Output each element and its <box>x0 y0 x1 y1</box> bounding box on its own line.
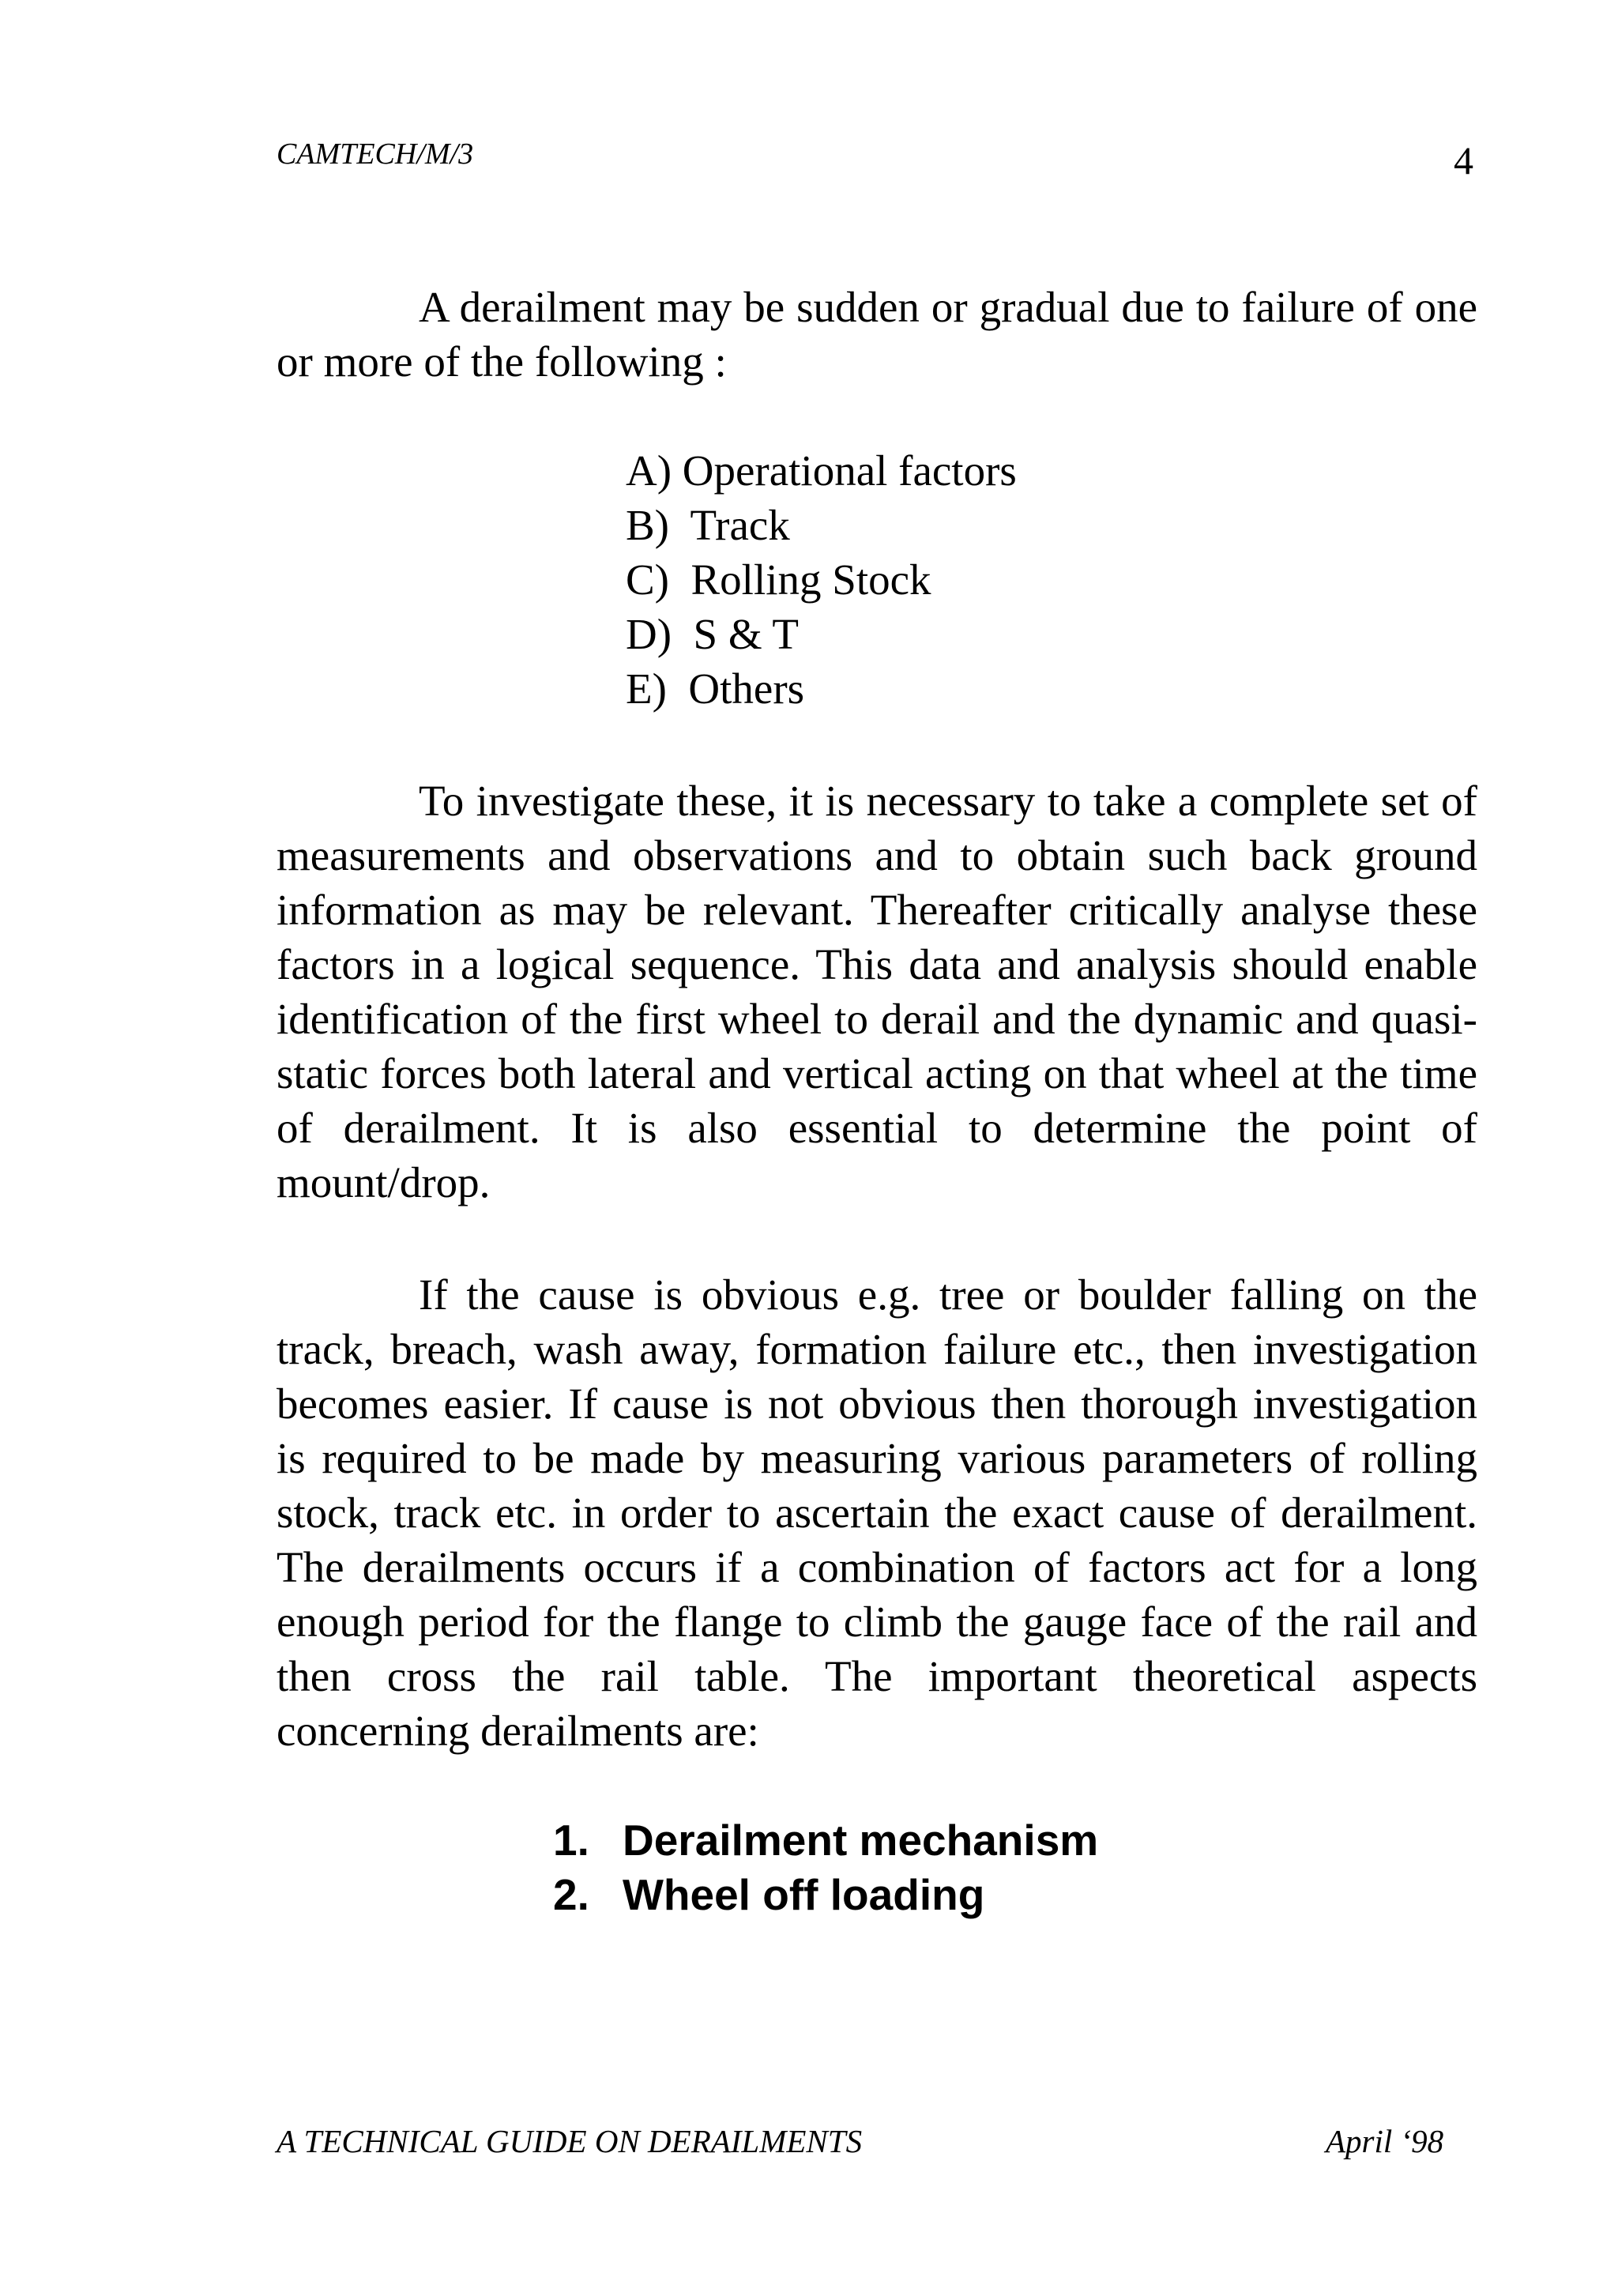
document-code: CAMTECH/M/3 <box>277 137 474 171</box>
failure-factors-list <box>626 443 1017 716</box>
list-item: C) Rolling Stock <box>626 555 931 604</box>
list-item-label: Wheel off loading <box>623 1870 985 1919</box>
list-item <box>553 1813 1098 1868</box>
page-number: 4 <box>1454 138 1473 183</box>
list-item: A) Operational factors <box>626 446 1017 495</box>
list-item <box>553 1868 1098 1922</box>
list-item: B) Track <box>626 501 790 549</box>
footer-date: April ‘98 <box>1326 2123 1444 2159</box>
list-item-number: 1. <box>553 1816 589 1865</box>
theoretical-aspects-list <box>553 1813 1098 1922</box>
paragraph-intro: A derailment may be sudden or gradual due to failure of one or more of the following : <box>277 283 1477 386</box>
list-item: D) S & T <box>626 610 800 658</box>
paragraph-cause: If the cause is obvious e.g. tree or boulder falling on the track, breach, wash away, formation failure etc., then investigation becomes easier. If cause is not obvious then thorough investigation is required to be made by measuring various parameters of rolling stock, track etc. in order to ascertain the exact cause of derailment. The derailments occurs if a combination of factors act for a long enough period for the flange to climb the gauge face of the rail and then cross the rail table. The important theoretical aspects concerning derailments are: <box>277 1270 1477 1755</box>
paragraph-investigation: To investigate these, it is necessary to take a complete set of measurements and observations and to obtain such back ground information as may be relevant. Thereafter critically analyse these factors in a logical sequence. This data and analysis should enable identification of the first wheel to derail and the dynamic and quasi-static forces both lateral and vertical acting on that wheel at the time of derailment. It is also essential to determine the point of mount/drop. <box>277 777 1477 1206</box>
list-item: E) Others <box>626 664 805 713</box>
list-item-label: Derailment mechanism <box>623 1816 1099 1865</box>
footer-title: A TECHNICAL GUIDE ON DERAILMENTS <box>277 2123 863 2159</box>
list-item-number: 2. <box>553 1870 589 1919</box>
